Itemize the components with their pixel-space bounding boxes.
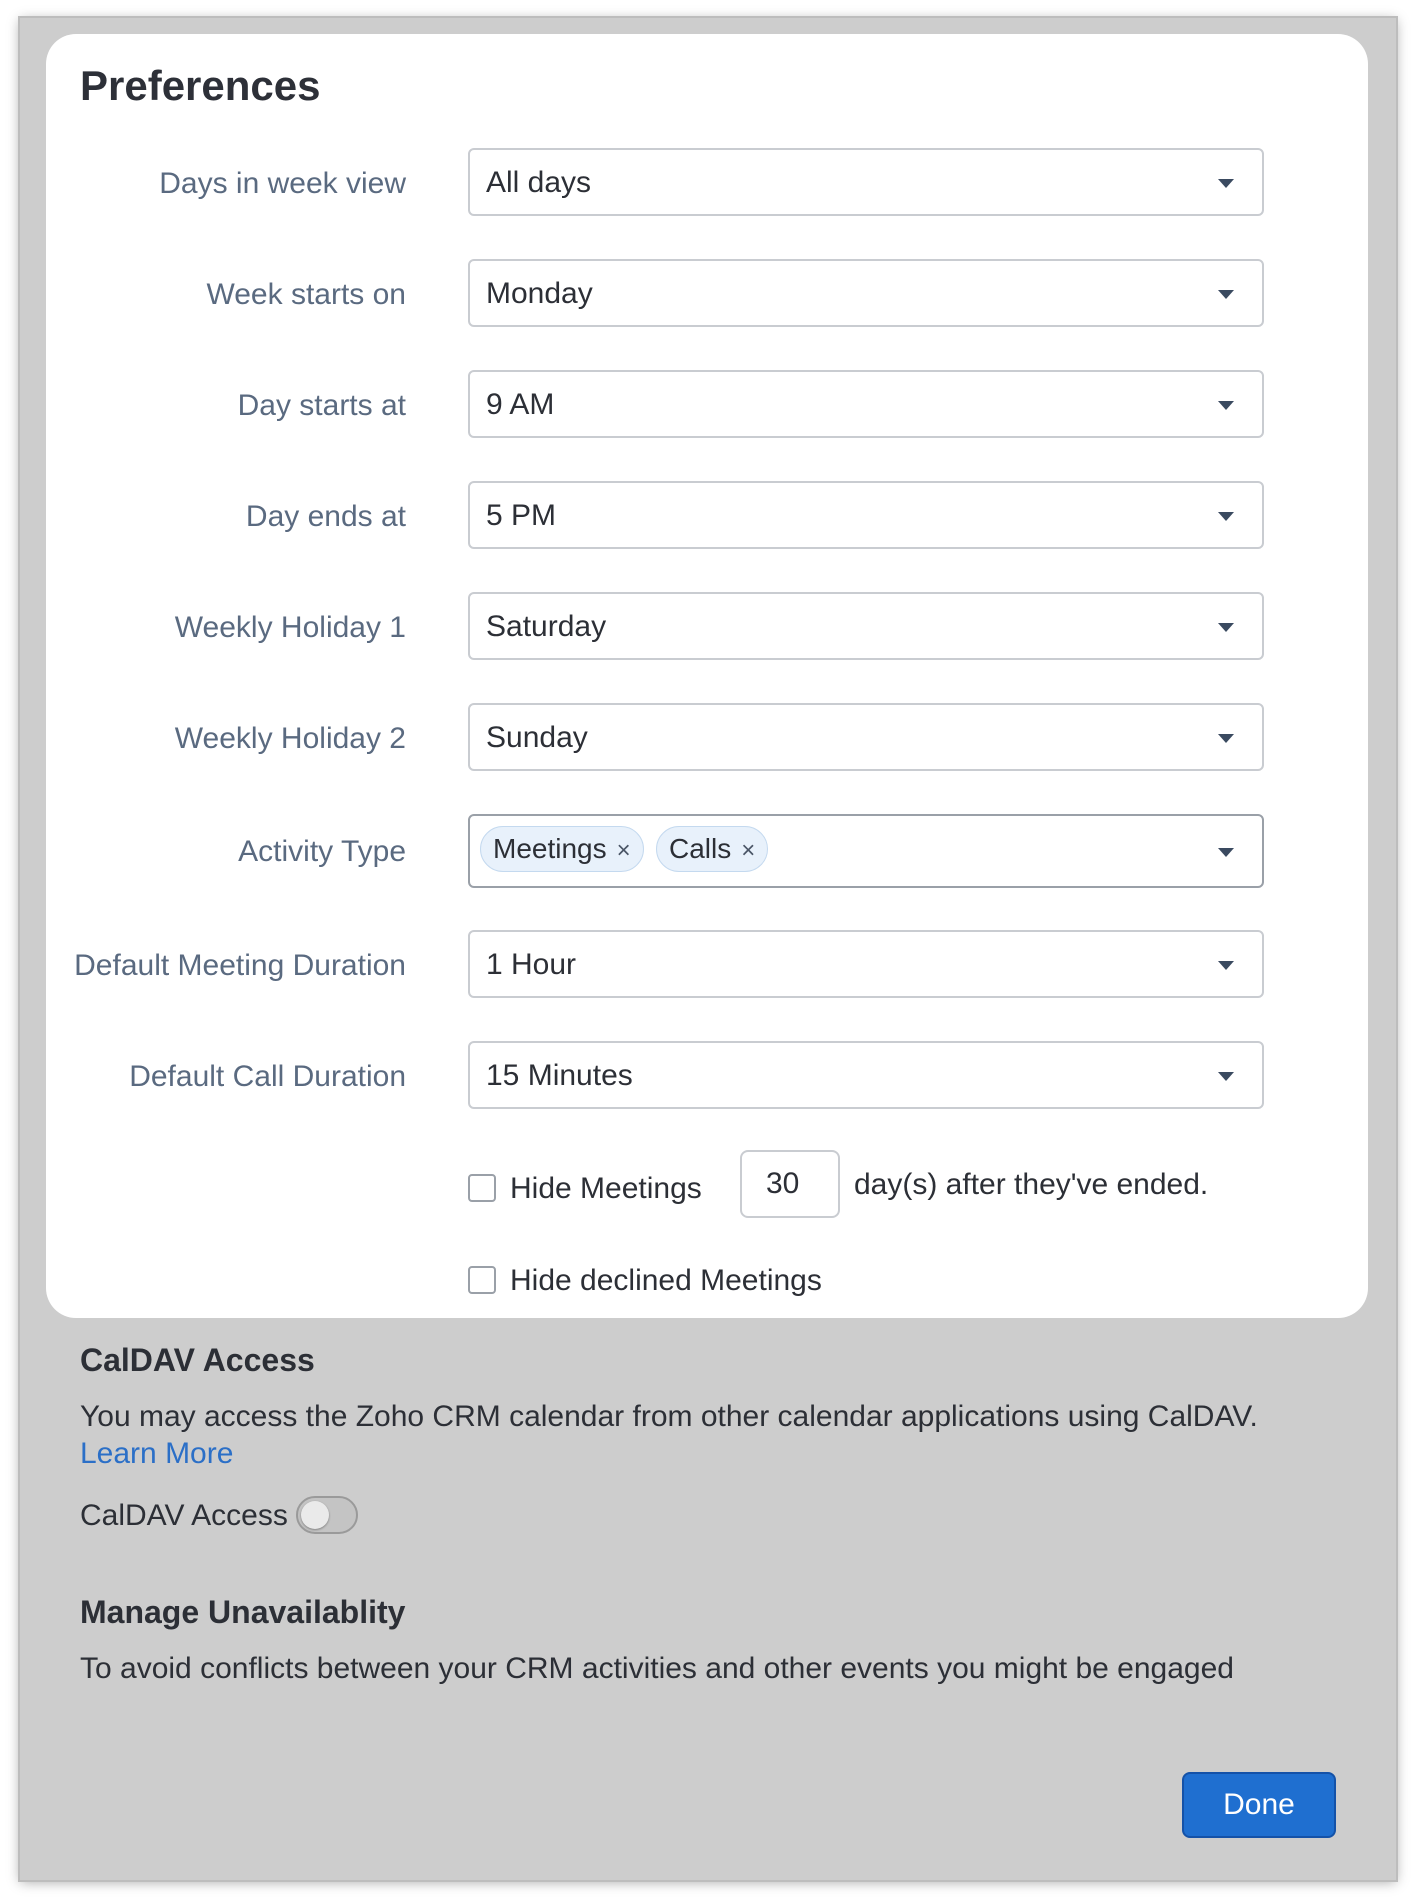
caldav-toggle-label: CalDAV Access [80,1499,288,1532]
caldav-description-text: You may access the Zoho CRM calendar from other calendar applications using CalDAV. [80,1400,1258,1433]
day-starts-select[interactable] [468,370,1264,438]
days-in-week-label: Days in week view [159,167,406,200]
hide-meetings-days-input[interactable] [740,1150,840,1218]
learn-more-link[interactable]: Learn More [80,1437,234,1470]
chip-meetings [480,826,644,872]
days-in-week-select[interactable] [468,148,1264,216]
day-ends-select[interactable] [468,481,1264,549]
weekly-holiday-1-value: Saturday [486,610,607,643]
chip-calls [656,826,768,872]
caret-down-icon [1218,623,1234,632]
caret-down-icon [1218,734,1234,743]
chip-label: Calls [669,833,732,864]
week-starts-label: Week starts on [206,278,406,311]
done-button[interactable]: Done [1182,1772,1336,1838]
unavailability-description: To avoid conflicts between your CRM activities and other events you might be engaged [80,1652,1234,1685]
weekly-holiday-2-select[interactable] [468,703,1264,771]
weekly-holiday-1-select[interactable] [468,592,1264,660]
activity-type-multiselect[interactable] [468,814,1264,888]
caret-down-icon [1218,512,1234,521]
remove-chip-icon[interactable]: × [616,837,631,864]
toggle-knob [301,1501,329,1529]
caldav-section-title: CalDAV Access [80,1342,315,1378]
caldav-description [80,1398,1260,1472]
unavailability-section-title: Manage Unavailablity [80,1594,406,1630]
day-ends-value: 5 PM [486,499,557,532]
caret-down-icon [1218,848,1234,857]
day-starts-label: Day starts at [237,389,406,422]
page-title: Preferences [80,62,321,109]
caret-down-icon [1218,179,1234,188]
weekly-holiday-1-label: Weekly Holiday 1 [174,611,406,644]
weekly-holiday-2-label: Weekly Holiday 2 [174,722,406,755]
meeting-duration-select[interactable] [468,930,1264,998]
call-duration-select[interactable] [468,1041,1264,1109]
day-starts-value: 9 AM [486,388,555,421]
caret-down-icon [1218,401,1234,410]
days-in-week-value: All days [486,166,592,199]
remove-chip-icon[interactable]: × [741,837,756,864]
call-duration-label: Default Call Duration [129,1060,406,1093]
caret-down-icon [1218,1072,1234,1081]
week-starts-value: Monday [486,277,593,310]
hide-meetings-label: Hide Meetings [510,1172,702,1205]
hide-meetings-checkbox[interactable] [468,1174,496,1202]
hide-declined-label: Hide declined Meetings [510,1264,822,1297]
week-starts-select[interactable] [468,259,1264,327]
hide-meetings-suffix: day(s) after they've ended. [854,1168,1209,1201]
hide-declined-checkbox[interactable] [468,1266,496,1294]
preferences-card [46,34,1368,1318]
day-ends-label: Day ends at [245,500,406,533]
preferences-dialog [20,18,1396,1880]
weekly-holiday-2-value: Sunday [486,721,588,754]
caret-down-icon [1218,290,1234,299]
caret-down-icon [1218,961,1234,970]
meeting-duration-value: 1 Hour [486,948,577,981]
caldav-toggle[interactable] [296,1496,358,1534]
call-duration-value: 15 Minutes [486,1059,633,1092]
meeting-duration-label: Default Meeting Duration [74,949,406,982]
chip-label: Meetings [493,833,607,864]
activity-type-label: Activity Type [238,835,406,868]
